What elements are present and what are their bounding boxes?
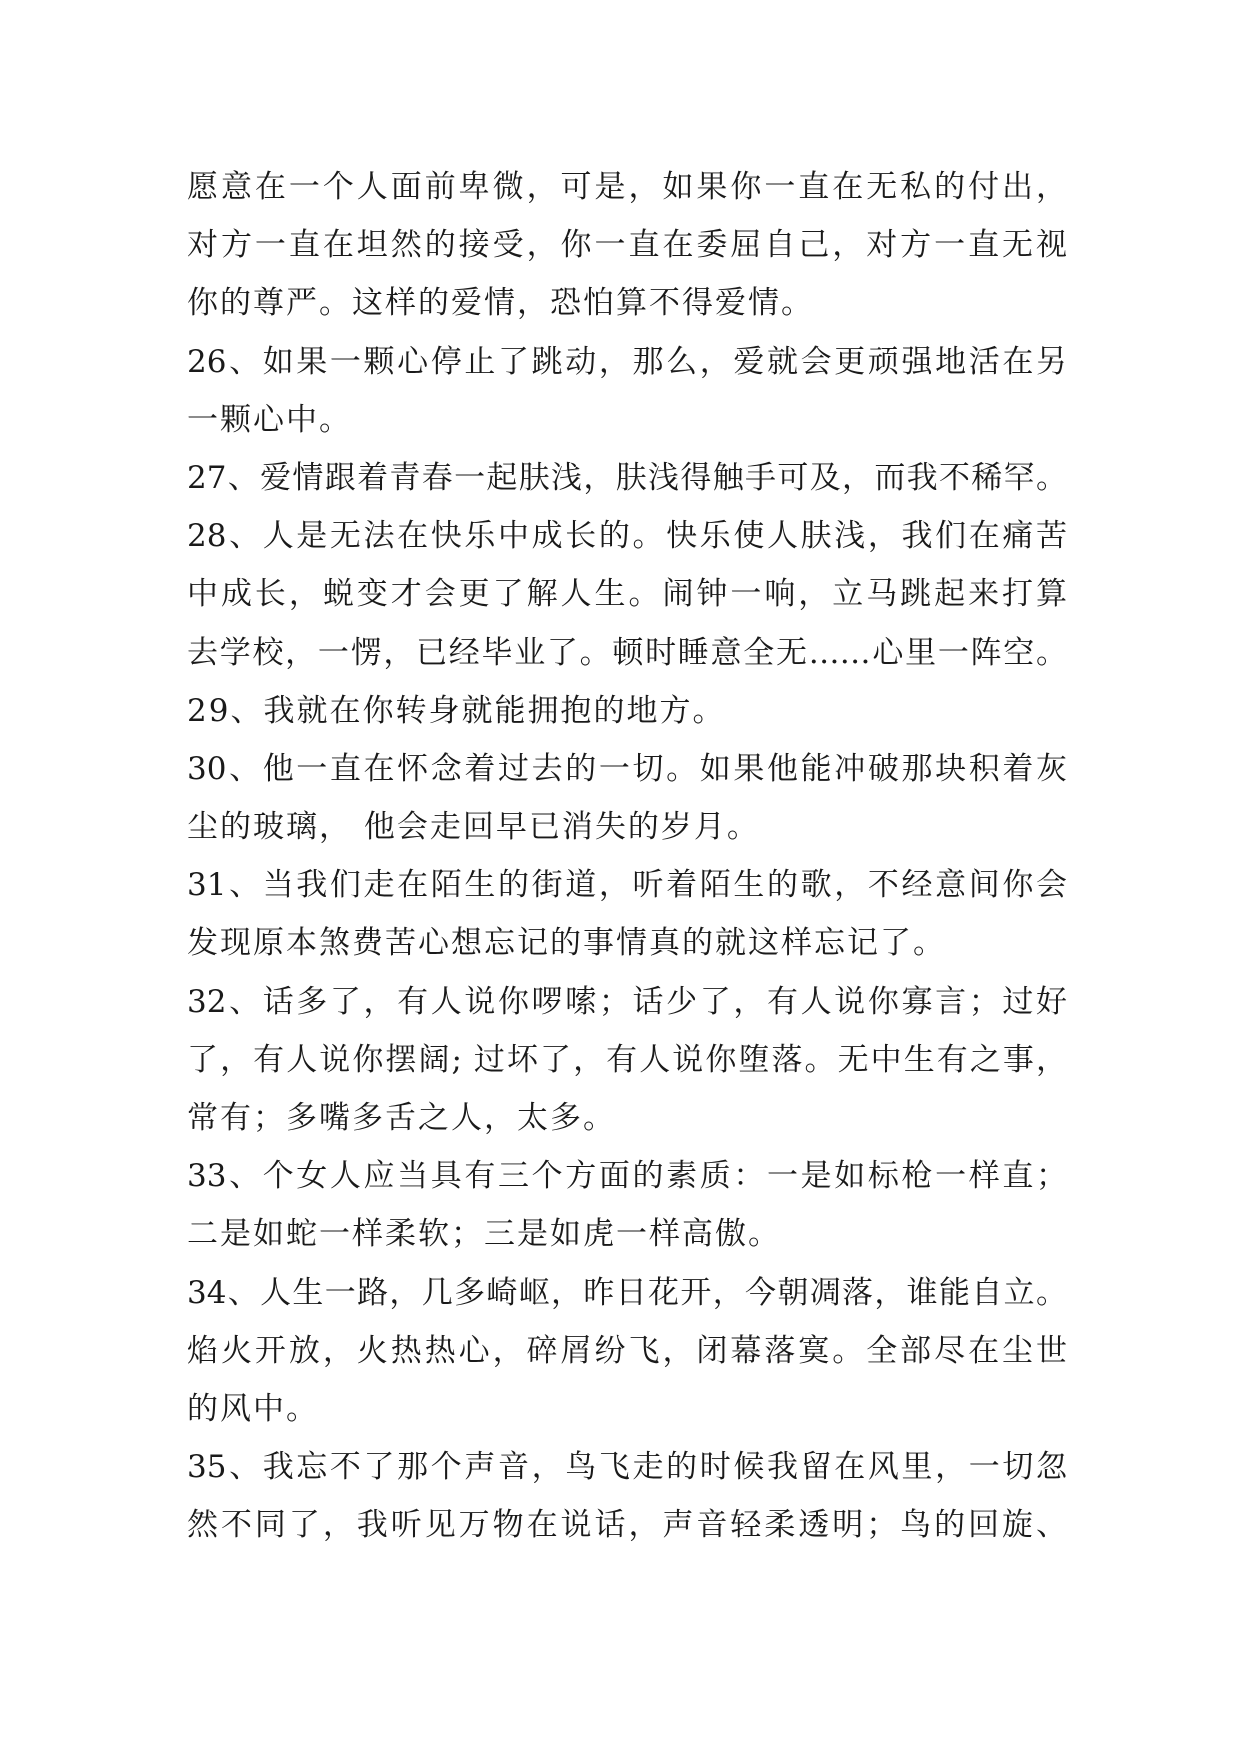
text-line: 27、爱情跟着青春一起肤浅，肤浅得触手可及，而我不稀罕。 (187, 459, 1067, 496)
text-line: 尘的玻璃， 他会走回早已消失的岁月。 (187, 809, 760, 846)
text-line: 发现原本煞费苦心想忘记的事情真的就这样忘记了。 (187, 925, 946, 962)
text-line: 33、个女人应当具有三个方面的素质：一是如标枪一样直； (187, 1158, 1067, 1195)
text-line: 26、如果一颗心停止了跳动，那么，爱就会更顽强地活在另 (187, 343, 1067, 380)
text-line: 愿意在一个人面前卑微，可是，如果你一直在无私的付出， (187, 169, 1067, 205)
text-line: 31、当我们走在陌生的街道，听着陌生的歌，不经意间你会 (187, 867, 1067, 904)
text-line: 焰火开放，火热热心，碎屑纷飞，闭幕落寞。全部尽在尘世 (187, 1332, 1067, 1369)
text-line: 32、话多了，有人说你啰嗦；话少了，有人说你寡言；过好 (187, 983, 1067, 1020)
text-line: 29、我就在你转身就能拥抱的地方。 (187, 692, 726, 729)
text-line: 34、人生一路，几多崎岖，昨日花开，今朝凋落，谁能自立。 (187, 1274, 1067, 1311)
text-line: 对方一直在坦然的接受，你一直在委屈自己，对方一直无视 (187, 227, 1067, 264)
text-line: 中成长，蜕变才会更了解人生。闹钟一响，立马跳起来打算 (187, 576, 1067, 613)
text-line: 你的尊严。这样的爱情，恐怕算不得爱情。 (187, 285, 814, 322)
text-line: 的风中。 (187, 1390, 319, 1427)
text-line: 35、我忘不了那个声音，鸟飞走的时候我留在风里，一切忽 (187, 1449, 1067, 1486)
text-line: 常有；多嘴多舌之人，太多。 (187, 1100, 616, 1136)
document-body (187, 158, 1067, 1555)
text-line: 28、人是无法在快乐中成长的。快乐使人肤浅，我们在痛苦 (187, 518, 1067, 555)
text-line: 二是如蛇一样柔软；三是如虎一样高傲。 (187, 1216, 781, 1253)
text-line: 然不同了，我听见万物在说话，声音轻柔透明；鸟的回旋、 (187, 1507, 1067, 1544)
text-line: 一颗心中。 (187, 401, 352, 438)
text-line: 了，有人说你摆阔; 过坏了，有人说你堕落。无中生有之事， (187, 1041, 1067, 1078)
text-line: 30、他一直在怀念着过去的一切。如果他能冲破那块积着灰 (187, 750, 1067, 787)
text-line: 去学校，一愣，已经毕业了。顿时睡意全无……心里一阵空。 (187, 634, 1067, 671)
